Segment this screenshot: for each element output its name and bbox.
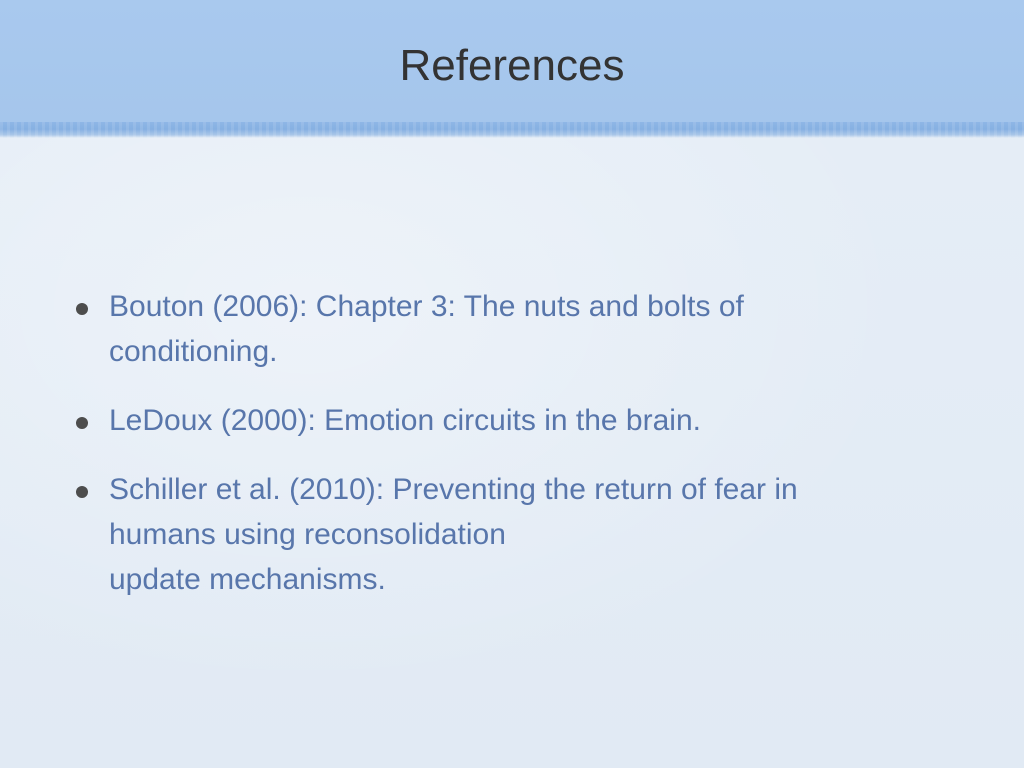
bullet-icon	[76, 486, 88, 498]
bullet-icon	[76, 303, 88, 315]
reference-item-bouton	[76, 284, 956, 374]
reference-item-schiller	[76, 467, 956, 602]
reference-line: update mechanisms.	[109, 563, 386, 596]
reference-item-ledoux	[76, 398, 956, 443]
bullet-icon	[76, 417, 88, 429]
reference-list	[76, 284, 956, 626]
reference-text	[109, 284, 956, 374]
reference-line: Bouton (2006): Chapter 3: The nuts and bolts of	[109, 290, 744, 323]
reference-text	[109, 398, 956, 443]
header-band-edge	[0, 122, 1024, 138]
reference-line: humans using reconsolidation	[109, 518, 506, 551]
reference-line: conditioning.	[109, 335, 278, 368]
slide-title: References	[399, 41, 625, 90]
reference-line: Schiller et al. (2010): Preventing the return of fear in	[109, 473, 798, 506]
reference-text	[109, 467, 956, 602]
reference-line: LeDoux (2000): Emotion circuits in the brain.	[109, 404, 701, 437]
